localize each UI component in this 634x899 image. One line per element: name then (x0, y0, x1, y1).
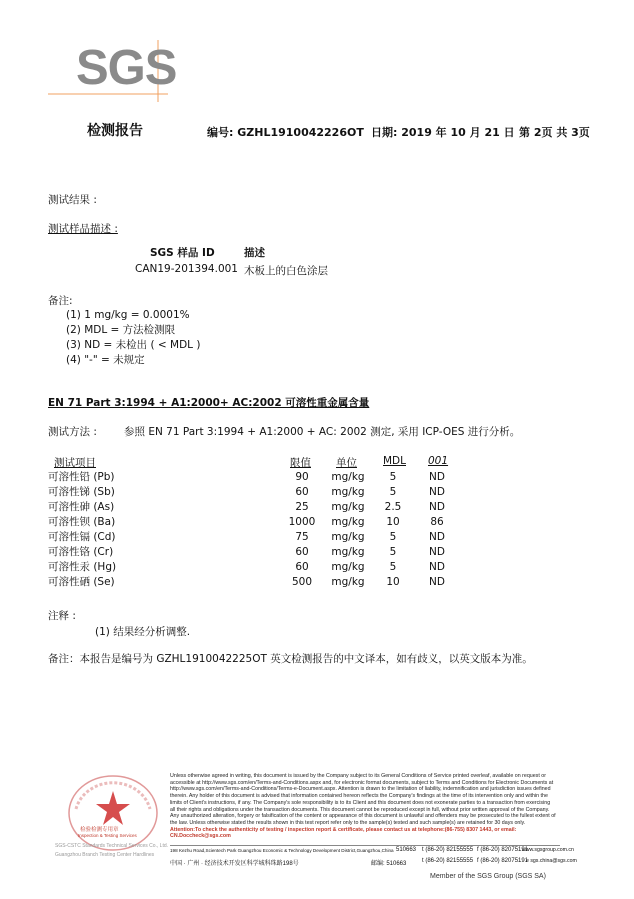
note-item: (4) "-" = 未规定 (66, 354, 145, 366)
table-cell: mg/kg (331, 486, 365, 498)
table-cell: mg/kg (331, 561, 365, 573)
table-cell: 1000 (288, 516, 316, 528)
section-title: EN 71 Part 3:1994 + A1:2000+ AC:2002 可溶性重金属含量 (48, 397, 370, 409)
note-item: (1) 1 mg/kg = 0.0001% (66, 309, 190, 321)
terms-text (170, 773, 556, 840)
table-cell: 可溶性铅 (Pb) (48, 471, 115, 483)
table-cell: ND (429, 501, 445, 513)
page-number: 第 2页 共 3页 (519, 126, 590, 139)
table-cell: ND (429, 546, 445, 558)
table-cell: mg/kg (331, 576, 365, 588)
footer-address-cn: 中国 · 广州 · 经济技术开发区科学城科珠路198号 (170, 861, 299, 867)
table-cell: 可溶性锑 (Sb) (48, 486, 115, 498)
logo-text: SGS (76, 41, 177, 95)
attention-text: Attention:To check the authenticity of testing / inspection report & certificate, please contact us at telephone:(86-755) 8307 1443, or email: CN.Doccheck@sgs.com (170, 826, 517, 840)
report-date: 日期: 2019 年 10 月 21 日 (371, 126, 515, 139)
table-cell: 可溶性汞 (Hg) (48, 561, 117, 573)
table-cell: 10 (386, 576, 400, 588)
footer-address-en: 198 Kezhu Road,Scientech Park Guangzhou Economic & Technology Development District,Guangzhou,China (170, 848, 394, 853)
col-limits (280, 470, 324, 590)
table-cell: 60 (295, 486, 309, 498)
table-cell: mg/kg (331, 516, 365, 528)
results-label: 测试结果 : (48, 194, 97, 206)
table-cell: ND (429, 561, 445, 573)
col-header-mdl: MDL (383, 455, 406, 467)
annotation-label: 注释 : (48, 610, 76, 622)
stamp-seal-icon (58, 773, 168, 853)
col-mdl (375, 470, 411, 590)
col-header-unit: 单位 (336, 457, 357, 469)
footer-en-tel: t (86-20) 82155555 (422, 847, 474, 853)
table-cell: ND (429, 471, 445, 483)
table-cell: 可溶性镉 (Cd) (48, 531, 116, 543)
table-cell: 500 (291, 576, 313, 588)
table-cell: 5 (389, 546, 397, 558)
table-cell: 90 (295, 471, 309, 483)
report-number: 编号: GZHL1910042226OT (207, 126, 364, 139)
method-text: 参照 EN 71 Part 3:1994 + A1:2000 + AC: 2002 测定, 采用 ICP-OES 进行分析。 (124, 426, 521, 438)
col-units (325, 470, 371, 590)
col-items (48, 470, 198, 590)
table-cell: 25 (295, 501, 309, 513)
table-cell: ND (429, 576, 445, 588)
member-text: Member of the SGS Group (SGS SA) (430, 873, 546, 880)
stamp-center-1: 检验检测专用章 (80, 827, 119, 833)
annotation-item: (1) 结果经分析调整. (95, 626, 191, 638)
report-title: 检测报告 (87, 123, 143, 139)
stamp-center-2: Inspection & Testing Services (78, 833, 137, 838)
table-cell: mg/kg (331, 546, 365, 558)
table-cell: mg/kg (331, 501, 365, 513)
table-cell: 60 (295, 561, 309, 573)
table-cell: mg/kg (331, 471, 365, 483)
sample-id-value: CAN19-201394.001 (135, 263, 238, 275)
footer-cn-tel: t (86-20) 82155555 (422, 858, 474, 864)
terms-body: Unless otherwise agreed in writing, this document is issued by the Company subject to its General Conditions of Service printed overleaf, available on request or accessible at http://www.sgs.com/en/Terms-and-Conditions.aspx and, for electronic format documents, subject to Terms and Conditions for Electronic Documents at http://www.sgs.com/en/Terms-and-Conditions/Terms-e-Document.aspx. Attention is drawn to the limitation of liability, indemnification and jurisdiction issues defined therein. Any holder of this document is advised that information contained hereon reflects the Company's findings at the time of its intervention only and within the limits of Client's instructions, if any. The Company's sole responsibility is to its Client and this document does not exonerate parties to a transaction from exercising all their rights and obligations under the transaction documents. This document cannot be reproduced except in full, without prior written approval of the Company. Any unauthorized alteration, forgery or falsification of the content or appearance of this document is unlawful and offenders may be prosecuted to the fullest extent of the law. Unless otherwise stated the results shown in this test report refer only to the sample(s) tested and such sample(s) are retained for 30 days only. (170, 773, 556, 826)
note-item: (3) ND = 未检出 ( < MDL ) (66, 339, 201, 351)
table-cell: 可溶性砷 (As) (48, 501, 115, 513)
sample-id-header: SGS 样品 ID (150, 247, 215, 259)
notes-list (66, 308, 200, 368)
table-cell: 75 (295, 531, 309, 543)
official-stamp (58, 773, 168, 853)
footer-en-web: www.sgsgroup.com.cn (522, 847, 574, 853)
table-cell: 60 (295, 546, 309, 558)
footer-cn-fax: f (86-20) 82075191 (477, 858, 529, 864)
table-cell: ND (429, 486, 445, 498)
col-header-limit: 限值 (290, 457, 311, 469)
col-header-item: 测试项目 (54, 457, 96, 469)
table-cell: 5 (389, 561, 397, 573)
sample-desc-header: 描述 (244, 247, 265, 259)
table-cell: 可溶性铬 (Cr) (48, 546, 114, 558)
table-cell: 10 (386, 516, 400, 528)
footer-en-post: 510663 (396, 847, 417, 853)
table-cell: mg/kg (331, 531, 365, 543)
table-cell: 可溶性硒 (Se) (48, 576, 115, 588)
table-cell: 可溶性钡 (Ba) (48, 516, 116, 528)
footer-divider (170, 845, 560, 846)
footer-cn-email: e sgs.china@sgs.com (526, 858, 577, 864)
method-label: 测试方法 : (48, 426, 97, 438)
table-cell: 5 (389, 531, 397, 543)
table-cell: 5 (389, 471, 397, 483)
sample-desc-value: 木板上的白色涂层 (244, 265, 328, 277)
footer-en-fax: f (86-20) 82075191 (477, 847, 529, 853)
note-item: (2) MDL = 方法检测限 (66, 324, 176, 336)
table-cell: ND (429, 531, 445, 543)
col-sample-001 (420, 470, 454, 590)
sample-desc-label: 测试样品描述 : (48, 223, 118, 235)
stamp-branch: Guangzhou Branch Testing Center Hardlines (55, 852, 155, 858)
table-cell: 2.5 (384, 501, 402, 513)
notes-label: 备注: (48, 295, 73, 307)
remark-text: 备注：本报告是编号为 GZHL1910042225OT 英文检测报告的中文译本，如有歧义，以英文版本为准。 (48, 653, 533, 665)
col-header-sample: 001 (428, 455, 449, 467)
footer-cn-post: 邮编: 510663 (371, 861, 407, 867)
table-cell: 86 (430, 516, 444, 528)
table-cell: 5 (389, 486, 397, 498)
stamp-company: SGS-CSTC Standards Technical Services Co., Ltd. (55, 843, 169, 849)
